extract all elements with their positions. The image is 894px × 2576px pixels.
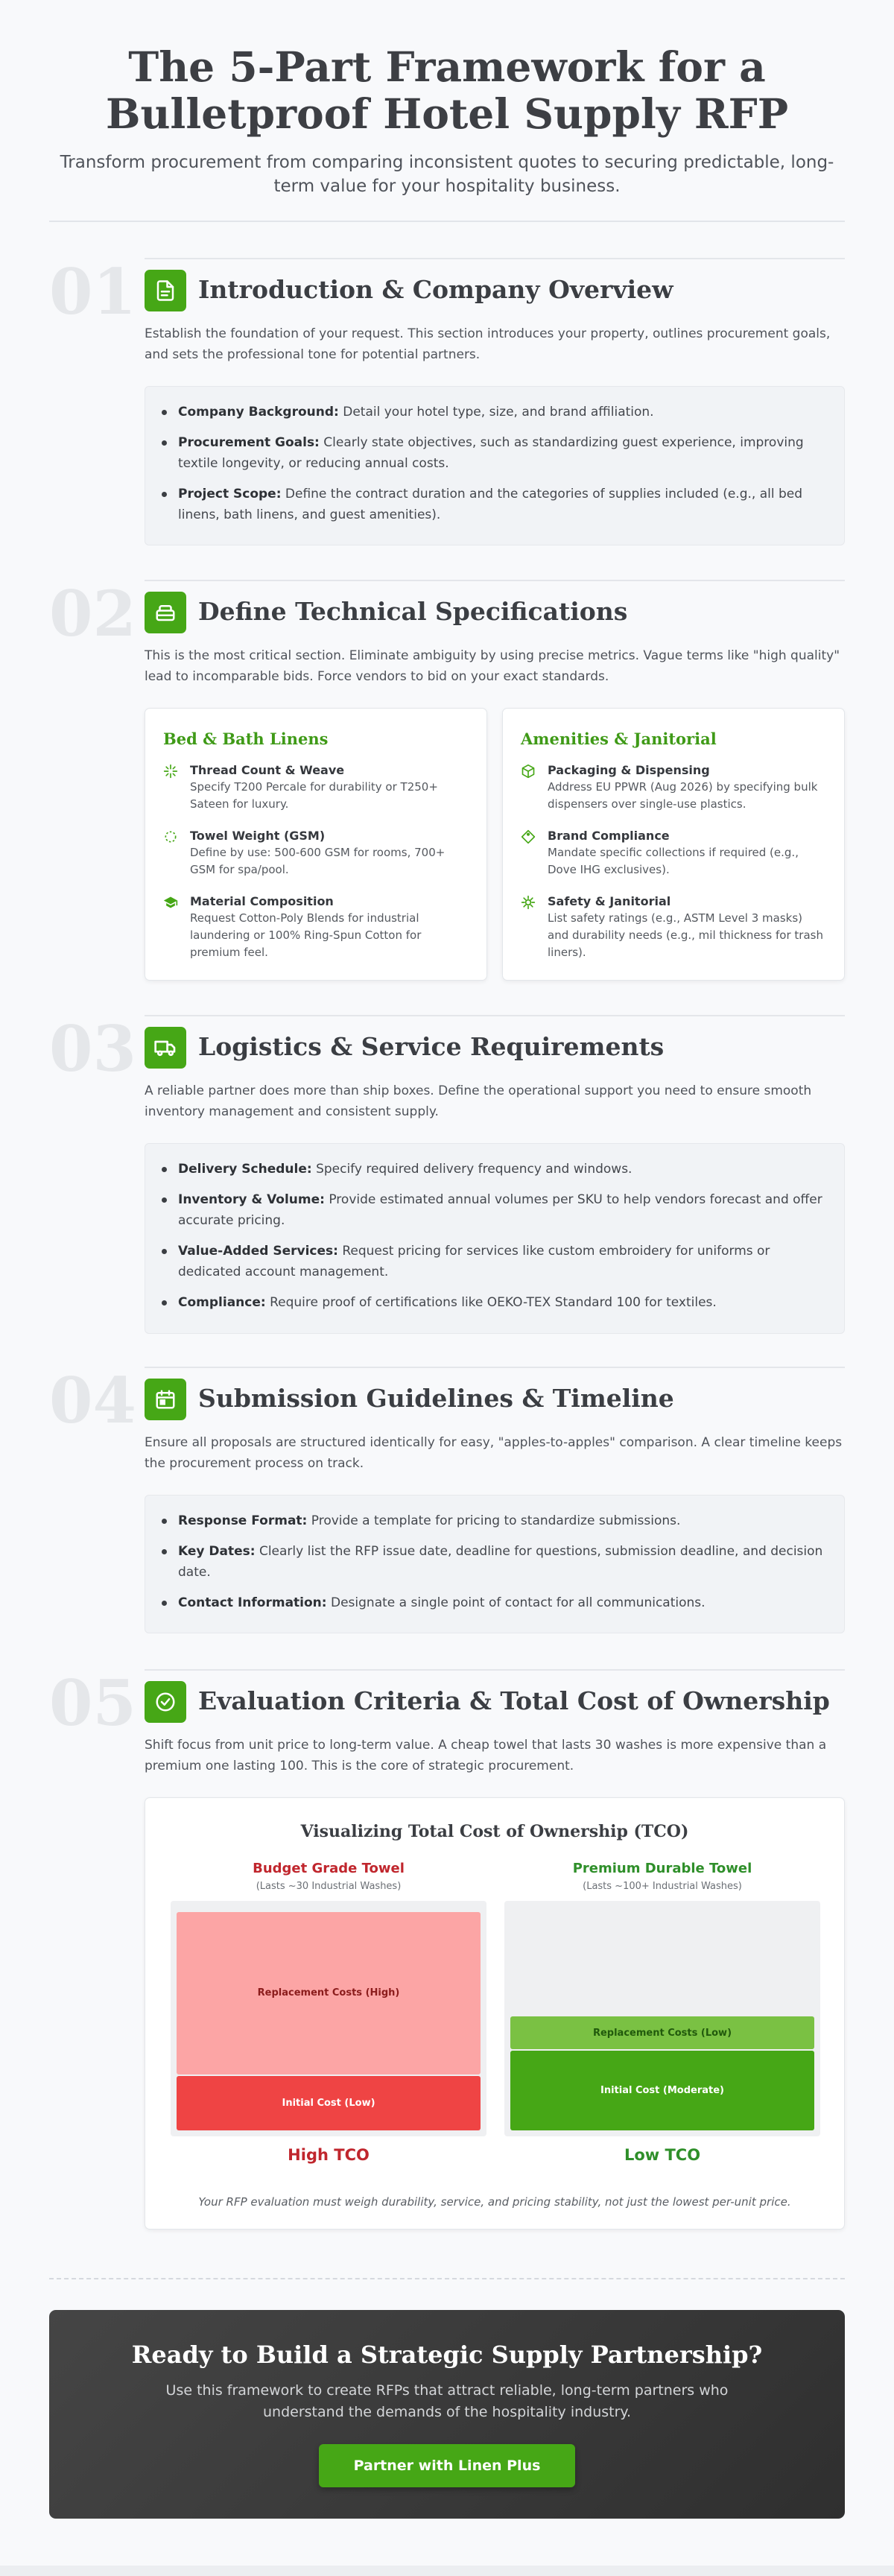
- budget-column-note: (Lasts ~30 Industrial Washes): [256, 1881, 402, 1892]
- section-description: Shift focus from unit price to long-term value. A cheap towel that lasts 30 washes is more expensive than a premium one lasting 100. This is the core of strategic procurement.: [145, 1738, 827, 1773]
- dotted-circle-icon: [163, 829, 178, 844]
- graduation-cap-icon: [163, 895, 178, 910]
- sparkle-icon: [163, 764, 178, 779]
- spec-card-bed-bath: [145, 708, 487, 981]
- shield-icon: [521, 895, 536, 910]
- section-divider: [145, 1367, 845, 1368]
- section-divider: [145, 1669, 845, 1671]
- premium-column-note: (Lasts ~100+ Industrial Washes): [583, 1881, 742, 1892]
- list-item: Value-Added Services: Request pricing for services like custom embroidery for uniforms or dedicated account management.: [162, 1241, 825, 1282]
- layers-icon: [145, 592, 186, 633]
- bar-premium-replacement: Replacement Costs (Low): [510, 2016, 814, 2050]
- section-number: 04: [49, 1364, 136, 1437]
- list-item: Procurement Goals: Clearly state objectives, such as standardizing guest experience, improving textile longevity, or reducing annual costs.: [162, 432, 825, 474]
- spec-item: Towel Weight (GSM) Define by use: 500-600 GSM for rooms, 700+ GSM for spa/pool.: [163, 828, 469, 879]
- list-item: Contact Information: Designate a single point of contact for all communications.: [162, 1592, 825, 1613]
- section-introduction: [49, 255, 845, 548]
- premium-bar-frame: [504, 1901, 820, 2136]
- section-divider: [145, 1015, 845, 1016]
- budget-bar-frame: [171, 1901, 486, 2136]
- section-title: Evaluation Criteria & Total Cost of Ownership: [198, 1686, 830, 1715]
- section-number: 03: [49, 1012, 136, 1086]
- list-item: Company Background: Detail your hotel type, size, and brand affiliation.: [162, 402, 825, 423]
- card-title: Amenities & Janitorial: [521, 730, 717, 748]
- truck-icon: [145, 1027, 186, 1069]
- section-technical-specifications: [49, 577, 845, 982]
- section-description: Establish the foundation of your request. This section introduces your property, outlines procurement goals, and sets the professional tone for potential partners.: [145, 326, 831, 362]
- section-submission: [49, 1364, 845, 1635]
- cta-banner: [49, 2310, 845, 2519]
- list-item: Compliance: Require proof of certifications like OEKO-TEX Standard 100 for textiles.: [162, 1292, 825, 1313]
- budget-column-heading: Budget Grade Towel: [253, 1861, 405, 1876]
- spec-item: Packaging & Dispensing Address EU PPWR (Aug 2026) by specifying bulk dispensers over single-use plastics.: [521, 762, 826, 813]
- bar-premium-initial: Initial Cost (Moderate): [510, 2051, 814, 2130]
- tco-chart-card: [145, 1797, 845, 2230]
- section-title: Define Technical Specifications: [198, 597, 628, 626]
- bar-budget-replacement: Replacement Costs (High): [177, 1912, 481, 2075]
- spec-item: Material Composition Request Cotton-Poly Blends for industrial laundering or 100% Ring-Spun Cotton for premium feel.: [163, 893, 469, 961]
- section-divider: [145, 580, 845, 581]
- section-title: Submission Guidelines & Timeline: [198, 1384, 674, 1413]
- bar-budget-initial: Initial Cost (Low): [177, 2076, 481, 2130]
- list-item: Key Dates: Clearly list the RFP issue date, deadline for questions, submission deadline, and decision date.: [162, 1541, 825, 1583]
- chart-title: Visualizing Total Cost of Ownership (TCO): [300, 1822, 689, 1841]
- tag-icon: [521, 829, 536, 844]
- list-item: Response Format: Provide a template for pricing to standardize submissions.: [162, 1510, 825, 1531]
- spec-item: Thread Count & Weave Specify T200 Percale for durability or T250+ Sateen for luxury.: [163, 762, 469, 813]
- section-logistics: [49, 1012, 845, 1337]
- section-description: Ensure all proposals are structured identically for easy, "apples-to-apples" comparison. A clear timeline keeps the procurement process on track.: [145, 1435, 843, 1471]
- header-divider: [49, 221, 845, 222]
- section-description: A reliable partner does more than ship boxes. Define the operational support you need to ensure smooth inventory management and consistent supply.: [145, 1083, 812, 1119]
- list-item: Delivery Schedule: Specify required delivery frequency and windows.: [162, 1159, 825, 1180]
- cta-title: Ready to Build a Strategic Supply Partnership?: [131, 2341, 763, 2369]
- premium-tco-label: Low TCO: [624, 2146, 701, 2164]
- section-divider: [145, 258, 845, 259]
- section-checklist: [145, 1495, 845, 1633]
- section-title: Introduction & Company Overview: [198, 275, 673, 304]
- section-title: Logistics & Service Requirements: [198, 1032, 665, 1061]
- box-icon: [521, 764, 536, 779]
- cta-divider: [49, 2278, 845, 2279]
- budget-tco-label: High TCO: [288, 2146, 370, 2164]
- list-item: Project Scope: Define the contract duration and the categories of supplies included (e.g., all bed linens, bath linens, and guest amenities).: [162, 484, 825, 525]
- spec-item: Brand Compliance Mandate specific collections if required (e.g., Dove IHG exclusives).: [521, 828, 826, 879]
- cta-text: Use this framework to create RFPs that attract reliable, long-term partners who understand the demands of the hospitality industry.: [165, 2382, 729, 2420]
- check-circle-icon: [145, 1681, 186, 1723]
- section-number: 01: [49, 255, 136, 329]
- spec-card-amenities: [502, 708, 845, 981]
- page-header: [49, 43, 845, 198]
- section-evaluation: [49, 1666, 845, 2235]
- calendar-icon: [145, 1379, 186, 1420]
- premium-column-heading: Premium Durable Towel: [572, 1861, 752, 1876]
- section-number: 05: [49, 1666, 136, 1740]
- section-description: This is the most critical section. Eliminate ambiguity by using precise metrics. Vague terms like "high quality" lead to incomparable bids. Force vendors to bid on your exact standards.: [145, 648, 840, 684]
- document-icon: [145, 270, 186, 311]
- partner-button[interactable]: Partner with Linen Plus: [319, 2444, 575, 2487]
- page-subtitle: Transform procurement from comparing inconsistent quotes to securing predictable, long-term value for your hospitality business.: [60, 153, 834, 196]
- page-title: The 5-Part Framework for a Bulletproof Hotel Supply RFP: [105, 42, 789, 138]
- card-title: Bed & Bath Linens: [163, 730, 329, 748]
- section-number: 02: [49, 577, 136, 651]
- chart-note: Your RFP evaluation must weigh durability, service, and pricing stability, not just the lowest per-unit price.: [198, 2195, 791, 2209]
- spec-item: Safety & Janitorial List safety ratings (e.g., ASTM Level 3 masks) and durability needs (e.g., mil thickness for trash liners).: [521, 893, 826, 961]
- section-checklist: [145, 386, 845, 545]
- section-checklist: [145, 1143, 845, 1334]
- list-item: Inventory & Volume: Provide estimated annual volumes per SKU to help vendors forecast and offer accurate pricing.: [162, 1189, 825, 1231]
